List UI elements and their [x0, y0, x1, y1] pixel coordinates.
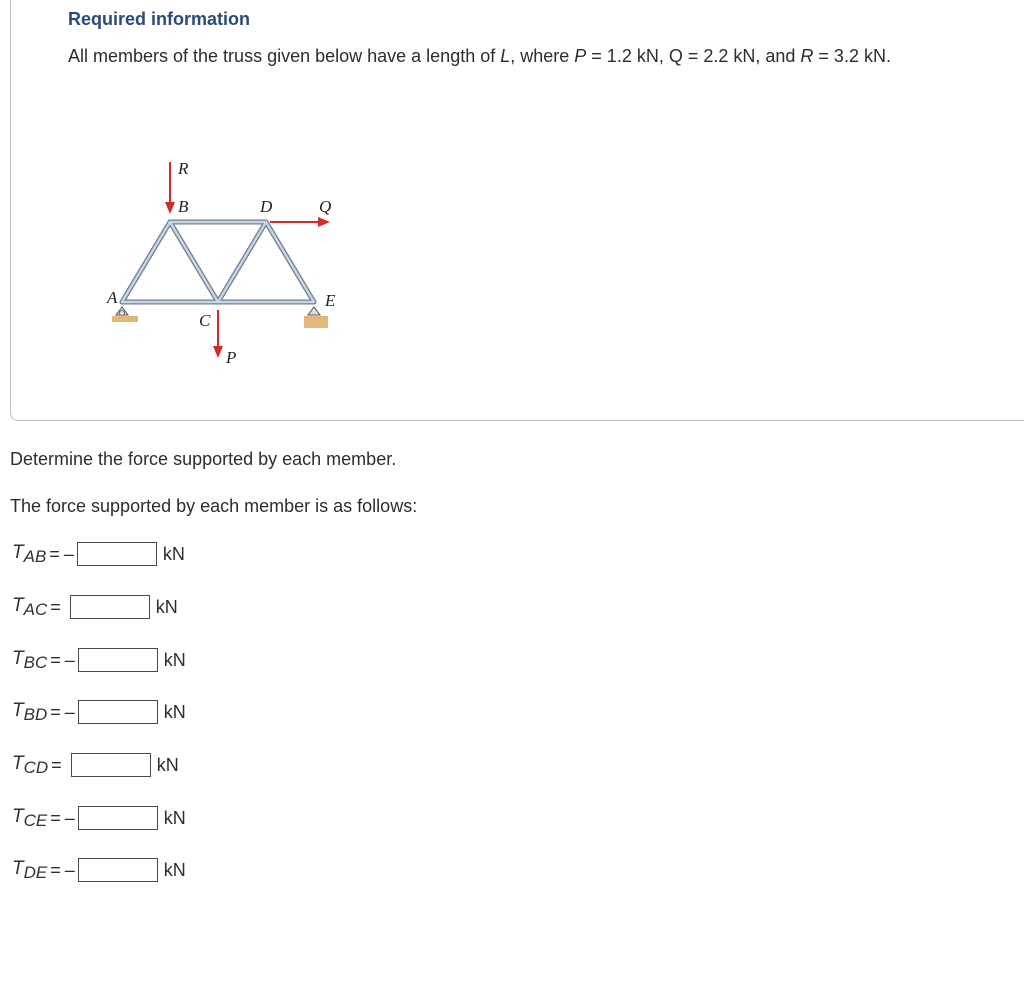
label-r: R [178, 159, 189, 178]
answer-label-subscript: AC [23, 599, 48, 619]
unit-label: kN [162, 543, 185, 564]
equals-sign: = [50, 596, 61, 617]
answer-label-subscript: CD [23, 757, 49, 777]
answer-label-bc [12, 648, 47, 673]
answer-row-ac [12, 594, 178, 620]
unit-label: kN [163, 859, 186, 880]
equals-sign: = [50, 701, 61, 722]
unit-label: kN [163, 701, 186, 722]
answer-row-ce [12, 805, 186, 831]
info-title: Required information [68, 9, 251, 29]
sign-prefix: – [63, 543, 74, 564]
answer-input-ce[interactable] [78, 806, 158, 830]
answer-label-subscript: BD [23, 704, 48, 724]
answer-row-bc [12, 647, 186, 673]
sign-prefix: – [64, 859, 75, 880]
answer-label-t: T [12, 541, 24, 563]
answer-label-ce [12, 806, 47, 831]
equals-sign: = [51, 754, 62, 775]
answer-input-de[interactable] [78, 858, 158, 882]
support-a [112, 307, 138, 322]
answer-label-subscript: CE [23, 810, 48, 830]
answer-label-bd [12, 700, 47, 725]
answer-input-cd[interactable] [71, 753, 151, 777]
answer-row-cd [12, 752, 179, 778]
load-arrow-r [165, 162, 175, 214]
answer-label-t: T [12, 647, 24, 669]
answer-label-subscript: AB [23, 546, 47, 566]
answer-input-ac[interactable] [70, 595, 150, 619]
answer-row-ab [12, 541, 185, 567]
answer-label-t: T [12, 594, 24, 616]
label-d: D [260, 197, 273, 216]
label-e: E [325, 291, 336, 310]
unit-label: kN [163, 807, 186, 828]
answer-label-subscript: BC [23, 652, 48, 672]
equals-sign: = [50, 859, 61, 880]
answer-input-bd[interactable] [78, 700, 158, 724]
answer-label-subscript: DE [23, 862, 48, 882]
answer-intro: The force supported by each member is as follows: [10, 496, 418, 516]
truss-members [122, 222, 314, 302]
answer-row-de [12, 857, 186, 883]
equals-sign: = [50, 649, 61, 670]
truss-figure [100, 150, 360, 375]
label-p: P [226, 348, 237, 367]
answer-row-bd [12, 699, 186, 725]
load-arrow-p [213, 310, 223, 358]
equals-sign: = [50, 807, 61, 828]
answer-label-ab [12, 542, 46, 567]
question-text: Determine the force supported by each member. [10, 449, 397, 469]
sign-prefix: – [64, 649, 75, 670]
unit-label: kN [156, 754, 179, 775]
answer-input-ab[interactable] [77, 542, 157, 566]
equals-sign: = [49, 543, 60, 564]
label-b: B [178, 197, 189, 216]
answer-label-t: T [12, 857, 24, 879]
unit-label: kN [155, 596, 178, 617]
sign-prefix: – [64, 807, 75, 828]
load-arrow-q [270, 217, 330, 227]
sign-prefix: – [64, 701, 75, 722]
label-c: C [199, 311, 211, 330]
info-text: All members of the truss given below have a length of L, where P = 1.2 kN, Q = 2.2 kN, and R = 3.2 kN. [68, 46, 891, 66]
unit-label: kN [163, 649, 186, 670]
answer-label-t: T [12, 699, 24, 721]
support-e [304, 307, 328, 328]
answer-label-de [12, 858, 47, 883]
answer-label-ac [12, 595, 47, 620]
answer-input-bc[interactable] [78, 648, 158, 672]
answer-label-cd [12, 753, 48, 778]
label-a: A [107, 288, 118, 307]
label-q: Q [319, 197, 332, 216]
answer-label-t: T [12, 752, 24, 774]
answer-label-t: T [12, 805, 24, 827]
